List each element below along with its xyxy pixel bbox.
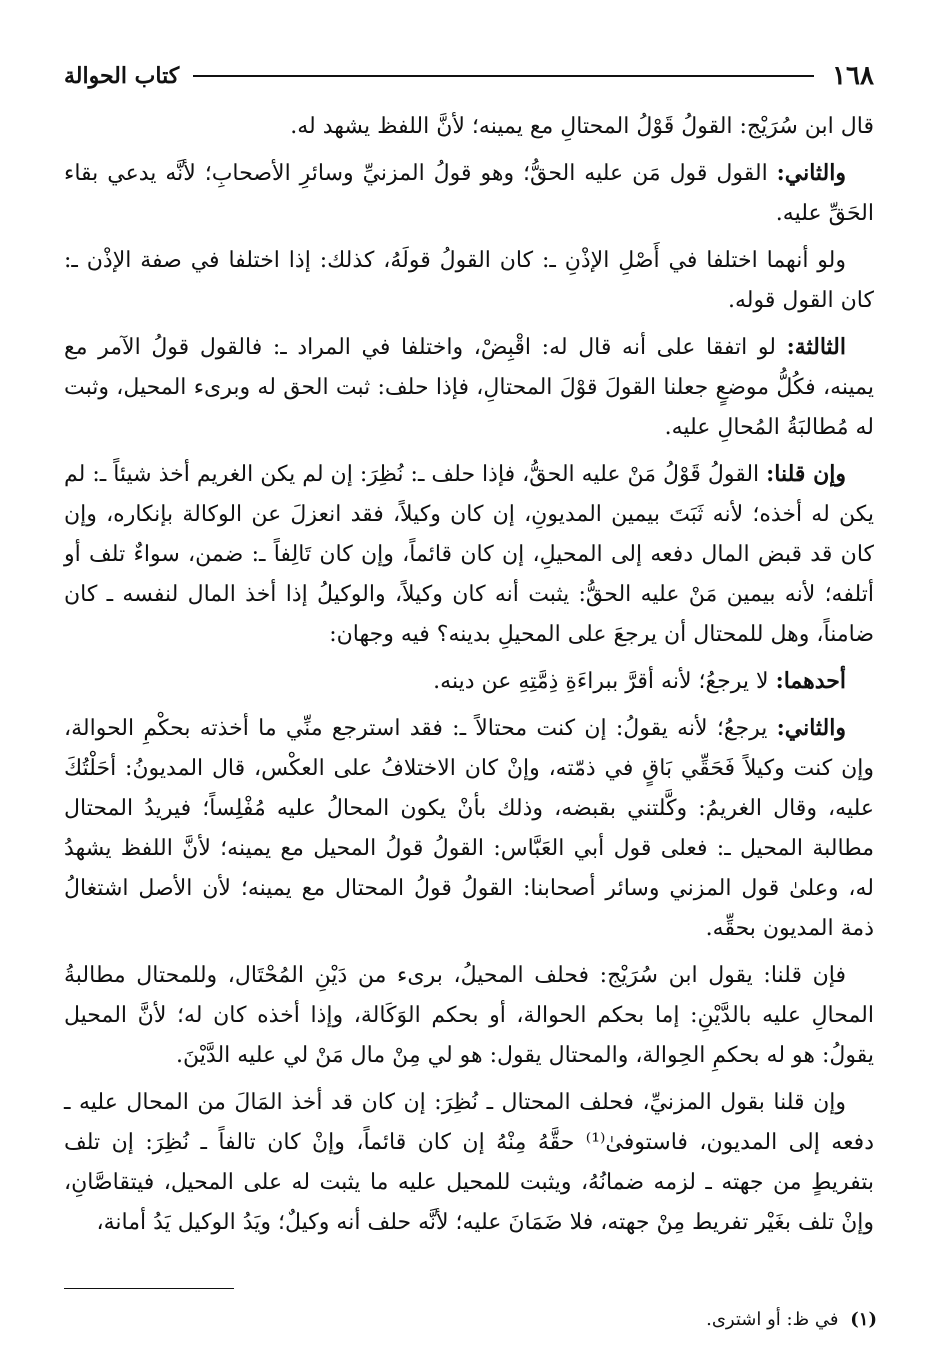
page-number: ١٦٨ <box>832 61 874 91</box>
paragraph-text: القول قول مَن عليه الحقُّ؛ وهو قولُ المزنيِّ وسائرِ الأصحابِ؛ لأنَّه يدعي بقاء الحَقِّ عليه. <box>64 161 874 226</box>
paragraph-text: قال ابن سُرَيْج: القولُ قَوْلُ المحتالِ مع يمينه؛ لأنَّ اللفظ يشهد له. <box>290 114 874 139</box>
running-header <box>64 56 874 96</box>
footnote-rule <box>64 1288 234 1289</box>
paragraph <box>64 454 874 655</box>
paragraph-text: القولُ قَوْلُ مَنْ عليه الحقُّ، فإذا حلف ـ: نُظِرَ: إن لم يكن الغريم أخذ شيئاً ـ: لم يكن له أخذه؛ لأنه ثَبَتَ بيمين المديونِ، إن كان وكيلاً، فقد انعزلَ عن الوكالة بإنكاره، وإن كان قد قبض المال دفعه إلى المحيلِ، إن كان قائماً، وإن كان تَالِفاً ـ: ضمن، سواءٌ تلف أو أتلفه؛ لأنه بيمين مَنْ عليه الحقُّ: يثبت أنه كان وكيلاً، والوكيلُ إذا أخذ المال لنفسه ـ كان ضامناً، وهل للمحتال أن يرجعَ على المحيلِ بدينه؟ فيه وجهان: <box>64 462 874 647</box>
paragraph <box>64 1082 874 1243</box>
paragraph <box>64 708 874 949</box>
paragraph-text: لو اتفقا على أنه قال له: اقْبِضْ، واختلفا في المراد ـ: فالقول قولُ الآمر مع يمينه، فكُلُّ موضعٍ جعلنا القولَ قوْلَ المحتالِ، فإذا حلف: ثبت الحق له وبرىء المحيل، وثبت له مُطالبَةُ المُحالِ عليه. <box>64 335 874 440</box>
footnote-marker: (١) <box>850 1309 877 1330</box>
paragraph <box>64 327 874 448</box>
paragraph-lead: والثاني: <box>776 715 846 741</box>
paragraph-text: لا يرجعُ؛ لأنه أقرَّ ببراءَةِ ذِمَّتِهِ عن دينه. <box>433 669 776 694</box>
paragraph <box>64 955 874 1076</box>
paragraph-lead: أحدهما: <box>775 668 846 694</box>
paragraph-text: يرجعُ؛ لأنه يقولُ: إن كنت محتالاً ـ: فقد استرجع منِّي ما أخذته بحكْمِ الحوالة، وإن كنت وكيلاً فَحَقِّي بَاقٍ في ذمّته، وإنْ كان الاختلافُ على العكْس، قال المديونُ: أحَلْتُكَ عليه، وقال الغريمُ: وكَّلتني بقبضه، وذلك بأنْ يكون المحالُ عليه مُفْلِساً؛ فيريدُ المحتال مطالبة المحيل ـ: فعلى قول أبي العَبَّاس: القولُ قولُ المحيل مع يمينه؛ لأنَّ اللفظ يشهدُ له، وعلىٰ قول المزني وسائر أصحابنا: القولُ قولُ المحتال مع يمينه؛ لأن الأصل اشتغالُ ذمة المديون بحقِّه. <box>64 716 874 941</box>
paragraph <box>64 153 874 234</box>
paragraph-lead: وإن قلنا: <box>766 461 846 487</box>
page <box>64 56 874 1249</box>
footnote-text: في ظ: أو اشترى. <box>706 1309 839 1330</box>
header-rule <box>193 75 814 77</box>
footnote <box>64 1306 877 1334</box>
paragraph-text: وإن قلنا بقول المزنيِّ، فحلف المحتال ـ نُظِرَ: إن كان قد أخذ المَالَ من المحال عليه ـ دفعه إلى المديون، فاستوفىٰ⁽¹⁾ حقَّهُ مِنْهُ إن كان قائماً، وإنْ كان تالفاً ـ نُظِرَ: إن تلف بتفريطٍ من جهته ـ لزمه ضمانُهُ، ويثبت للمحيل عليه ما يثبت له على المحيل، فيتقاصَّانِ، وإنْ تلف بغَيْر تفريط مِنْ جهته، فلا ضَمَانَ عليه؛ لأنَّه حلف أنه وكيلٌ؛ ويَدُ الوكيل يَدُ أمانة، <box>64 1090 874 1235</box>
paragraph <box>64 661 874 702</box>
paragraph <box>64 106 874 147</box>
paragraph-lead: الثالثة: <box>786 334 846 360</box>
book-title: كتاب الحوالة <box>64 63 180 89</box>
paragraph-lead: والثاني: <box>776 160 846 186</box>
paragraph <box>64 240 874 321</box>
body-text <box>64 106 874 1243</box>
paragraph-text: ولو أنهما اختلفا في أَصْلِ الإذْنِ ـ: كان القولُ قولَهُ، كذلك: إذا اختلفا في صفة الإذْن ـ: كان القول قوله. <box>64 248 874 313</box>
paragraph-text: فإن قلنا: يقول ابن سُرَيْج: فحلف المحيلُ، برىء من دَيْنِ المُحْتَال، وللمحتال مطالبةُ المحالِ عليه بالدَّيْنِ: إما بحكم الحوالة، أو بحكم الوَكَالة، وإذا أخذه كان له؛ لأنَّ المحيل يقولُ: هو له بحكمِ الحِوالة، والمحتال يقول: هو لي مِنْ مال مَنْ لي عليه الدَّيْنَ. <box>64 963 874 1068</box>
